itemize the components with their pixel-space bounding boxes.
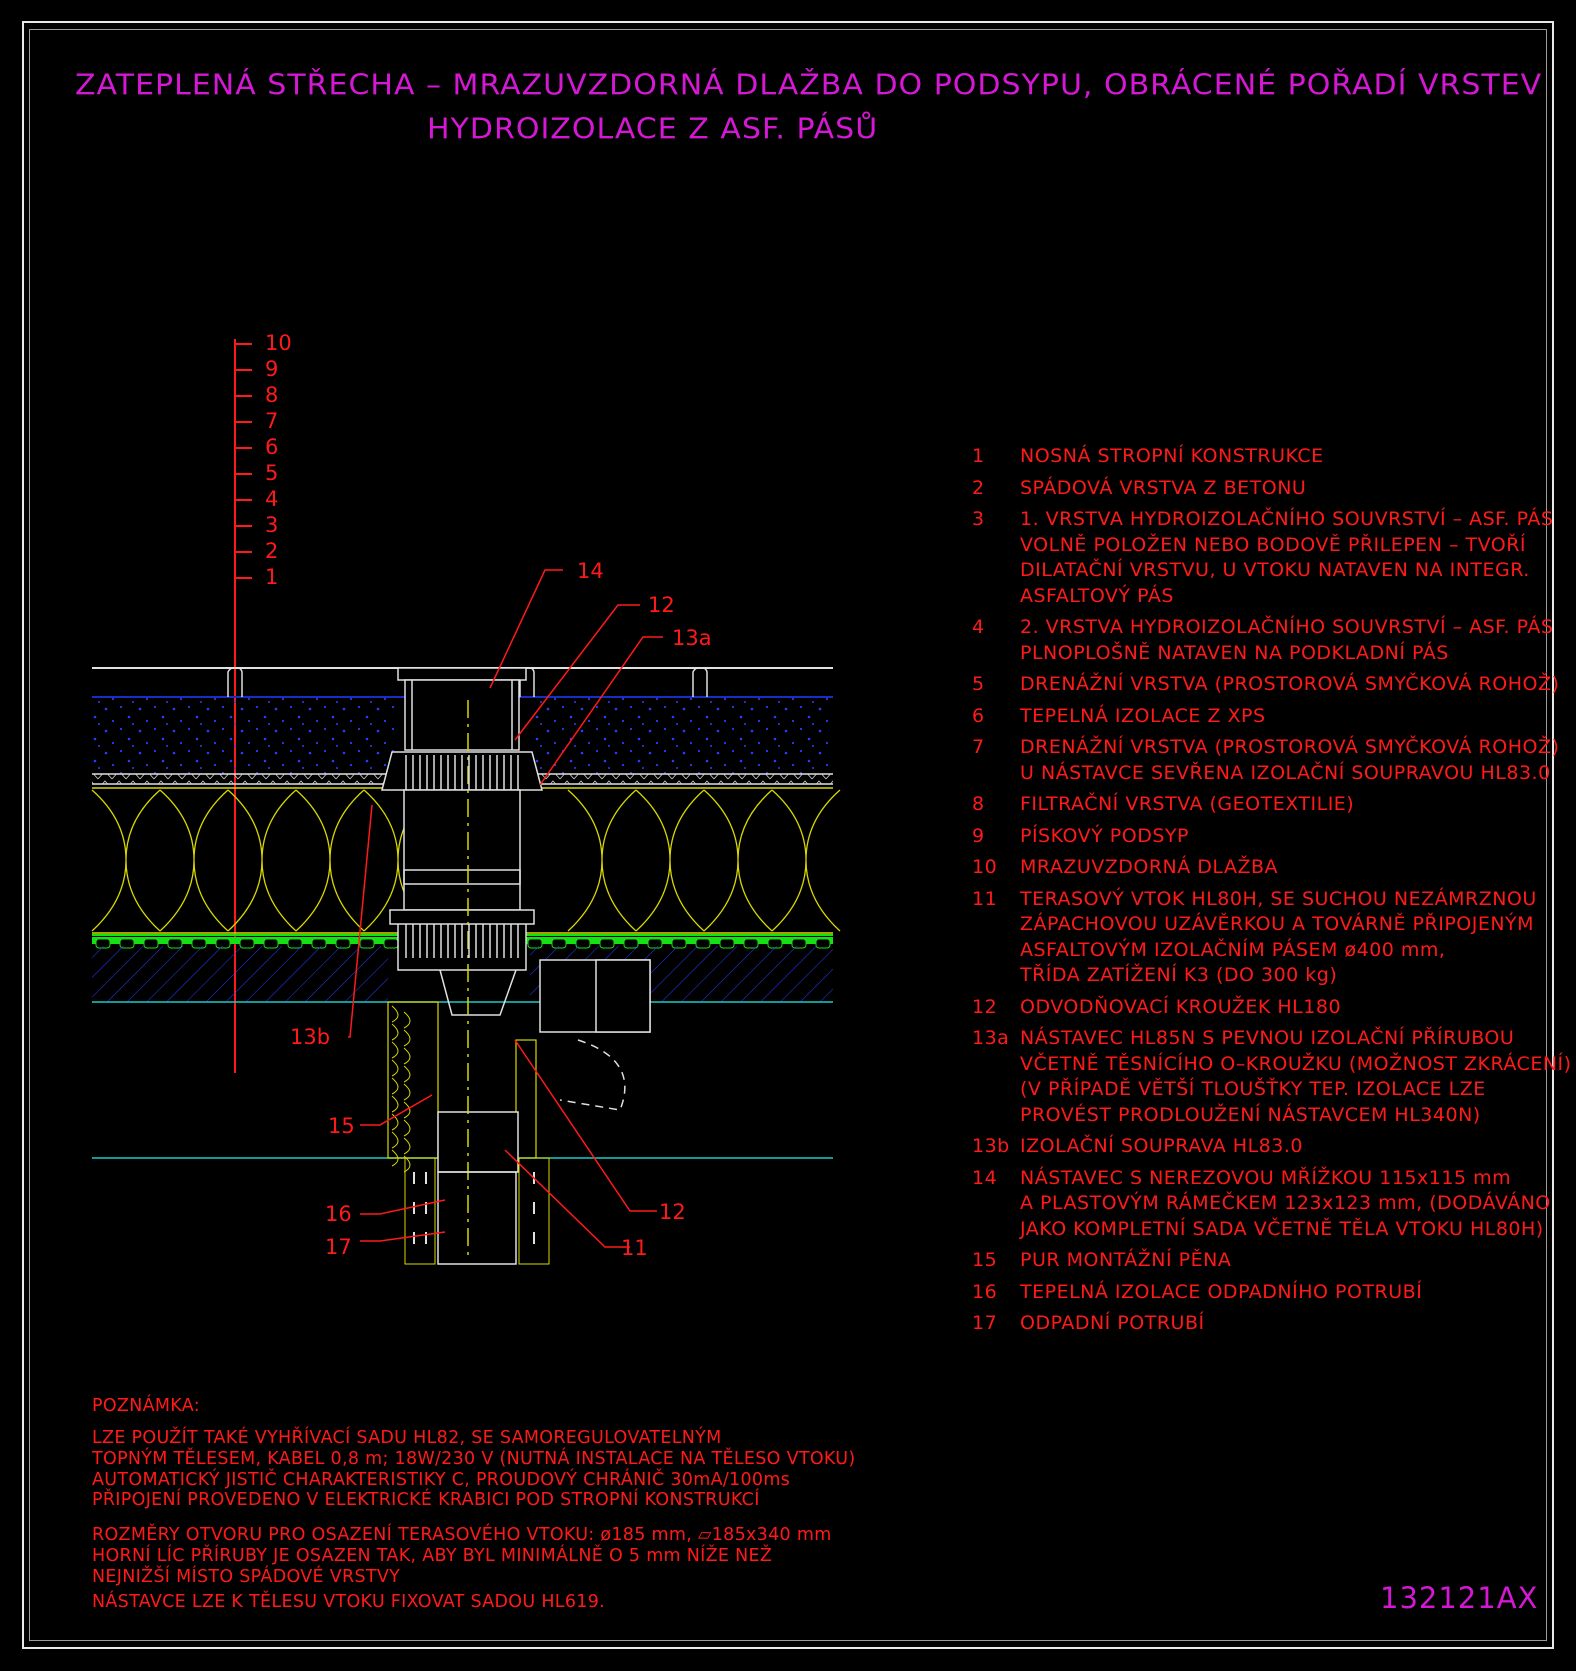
xps-loop [296,790,364,931]
legend-number: 16 [972,1280,998,1303]
legend-number: 2 [972,476,985,499]
foam-hatch [392,1006,410,1028]
scale-label: 10 [265,331,292,355]
callout-13a: 13a [672,626,712,650]
legend-line: DRENÁŽNÍ VRSTVA (PROSTOROVÁ SMYČKOVÁ ROHOŽ) [1020,673,1560,695]
callout-17: 17 [325,1235,352,1259]
xps-loop [568,790,636,931]
foam-hatch [392,1132,410,1154]
legend-line: ASFALTOVÝM IZOLAČNÍM PÁSEM ø400 mm, [1020,938,1446,961]
legend-number: 13b [972,1135,1010,1157]
layer-scale-ticks [235,344,252,578]
legend-line: IZOLAČNÍ SOUPRAVA HL83.0 [1020,1135,1303,1157]
note-line: TOPNÝM TĚLESEM, KABEL 0,8 m; 18W/230 V (NUTNÁ INSTALACE NA TĚLESO VTOKU) [92,1448,856,1469]
note-line: PŘIPOJENÍ PROVEDENO V ELEKTRICKÉ KRABICI POD STROPNÍ KONSTRUKCÍ [92,1490,760,1511]
legend-line: TEPELNÁ IZOLACE ODPADNÍHO POTRUBÍ [1020,1280,1423,1303]
note-heading: POZNÁMKA: [92,1396,200,1416]
legend-number: 12 [972,995,998,1018]
legend-text [1020,792,1354,818]
scale-label: 9 [265,357,279,381]
note-line: HORNÍ LÍC PŘÍRUBY JE OSAZEN TAK, ABY BYL MINIMÁLNĚ O 5 mm NÍŽE NEŽ [92,1545,773,1566]
legend-text [1020,1248,1231,1274]
legend-line: NÁSTAVEC S NEREZOVOU MŘÍŽKOU 115x115 mm [1020,1166,1512,1189]
xps-loop [636,790,704,931]
legend-line: TEPELNÁ IZOLACE Z XPS [1020,704,1266,727]
legend-line: TŘÍDA ZATÍŽENÍ K3 (DO 300 kg) [1020,964,1338,986]
legend-text [1020,887,1537,989]
callout-12-bottom: 12 [659,1200,686,1224]
legend-line: DILATAČNÍ VRSTVU, U VTOKU NATAVEN NA INTEGR. [1020,559,1530,581]
legend-number: 3 [972,508,985,530]
scale-label: 3 [265,513,279,537]
callout-16: 16 [325,1202,352,1226]
legend-number: 7 [972,736,985,758]
foam-hatch [392,1096,410,1118]
legend-text [1020,995,1341,1021]
foam-hatch [392,1024,410,1046]
legend-text [1020,1280,1422,1306]
legend-number: 1 [972,445,985,467]
legend-line: U NÁSTAVCE SEVŘENA IZOLAČNÍ SOUPRAVOU HL83.0 [1020,761,1551,784]
legend-line: PLNOPLOŠNĚ NATAVEN NA PODKLADNÍ PÁS [1020,641,1449,664]
legend-line: JAKO KOMPLETNÍ SADA VČETNĚ TĚLA VTOKU HL80H) [1020,1217,1544,1240]
scale-label: 5 [265,461,279,485]
legend-line: TERASOVÝ VTOK HL80H, SE SUCHOU NEZÁMRZNOU [1020,887,1537,910]
note-block-fixing: NÁSTAVCE LZE K TĚLESU VTOKU FIXOVAT SADOU HL619. [92,1592,605,1612]
scale-label: 6 [265,435,279,459]
xps-loop [92,790,160,931]
legend-text [1020,855,1278,881]
legend-line: 2. VRSTVA HYDROIZOLAČNÍHO SOUVRSTVÍ – ASF. PÁS [1020,616,1554,638]
foam-hatch [392,1078,410,1100]
callout-13b: 13b [290,1025,331,1049]
legend-number: 11 [972,887,998,910]
legend-line: FILTRAČNÍ VRSTVA (GEOTEXTILIE) [1020,793,1355,815]
legend-line: A PLASTOVÝM RÁMEČKEM 123x123 mm, (DODÁVÁNO [1020,1192,1551,1214]
foam-hatch [392,1150,410,1172]
callout-15: 15 [328,1114,355,1138]
legend-text [1020,615,1553,666]
legend-text [1020,824,1189,850]
legend-text [1020,507,1553,609]
legend-text [1020,704,1266,730]
scale-label: 7 [265,409,279,433]
callout-12-top: 12 [648,593,675,617]
foam-hatch [392,1060,410,1082]
legend-number: 10 [972,856,998,878]
xps-loop [160,790,228,931]
callout-14: 14 [577,559,604,583]
scale-label: 8 [265,383,279,407]
drawing-title-line2: HYDROIZOLACE Z ASF. PÁSŮ [427,113,879,147]
legend-number: 13a [972,1027,1010,1049]
note-line: AUTOMATICKÝ JISTIČ CHARAKTERISTIKY C, PROUDOVÝ CHRÁNIČ 30mA/100ms [92,1469,791,1490]
legend-line: VČETNĚ TĚSNÍCÍHO O–KROUŽKU (MOŽNOST ZKRÁCENÍ) [1020,1052,1572,1075]
legend-line: NOSNÁ STROPNÍ KONSTRUKCE [1020,445,1324,467]
scale-label: 1 [265,565,279,589]
legend-text [1020,444,1324,470]
legend-line: MRAZUVZDORNÁ DLAŽBA [1020,856,1278,878]
legend-number: 9 [972,824,985,847]
legend-number: 15 [972,1249,998,1271]
legend-line: ASFALTOVÝ PÁS [1020,584,1174,607]
legend-number: 4 [972,616,985,638]
xps-loop [704,790,772,931]
note-block-heating [92,1428,855,1511]
legend-text [1020,476,1306,502]
scale-label: 2 [265,539,279,563]
note-line: LZE POUŽÍT TAKÉ VYHŘÍVACÍ SADU HL82, SE SAMOREGULOVATELNÝM [92,1428,722,1448]
legend-line: 1. VRSTVA HYDROIZOLAČNÍHO SOUVRSTVÍ – ASF. PÁS [1020,508,1554,530]
legend-text [1020,1134,1303,1160]
legend-line: NÁSTAVEC HL85N S PEVNOU IZOLAČNÍ PŘÍRUBOU [1020,1027,1515,1049]
legend-line: VOLNĚ POLOŽEN NEBO BODOVĚ PŘILEPEN – TVOŘÍ [1020,533,1527,556]
xps-loop [772,790,840,931]
note-block-opening [92,1525,832,1587]
legend-line: ZÁPACHOVOU UZÁVĚRKOU A TOVÁRNĚ PŘIPOJENÝM [1020,913,1535,935]
note-line: ROZMĚRY OTVORU PRO OSAZENÍ TERASOVÉHO VTOKU: ø185 mm, ▱185x340 mm [92,1525,832,1545]
scale-label: 4 [265,487,279,511]
legend-text [1020,735,1559,786]
legend-line: (V PŘÍPADĚ VĚTŠÍ TLOUŠŤKY TEP. IZOLACE LZE [1020,1078,1486,1100]
legend-line: ODVODŇOVACÍ KROUŽEK HL180 [1020,995,1342,1018]
legend-text [1020,1166,1551,1243]
legend-text [1020,672,1559,698]
callout-11: 11 [621,1236,648,1260]
waste-pipe [405,1158,549,1264]
foam-hatch [392,1042,410,1064]
xps-loop [228,790,296,931]
legend-line: SPÁDOVÁ VRSTVA Z BETONU [1020,476,1307,499]
legend-number: 6 [972,704,985,727]
legend-line: PROVÉST PRODLOUŽENÍ NÁSTAVCEM HL340N) [1020,1103,1481,1126]
legend-line: PUR MONTÁŽNÍ PĚNA [1020,1249,1232,1271]
legend-line: ODPADNÍ POTRUBÍ [1020,1312,1205,1334]
legend-line: DRENÁŽNÍ VRSTVA (PROSTOROVÁ SMYČKOVÁ ROHOŽ) [1020,736,1560,758]
note-line: NEJNIŽŠÍ MÍSTO SPÁDOVÉ VRSTVY [92,1566,401,1587]
legend-number: 17 [972,1312,998,1334]
legend-number: 14 [972,1166,998,1189]
drawing-number: 132121AX [1380,1581,1539,1615]
legend-number: 5 [972,673,985,695]
legend-line: PÍSKOVÝ PODSYP [1020,824,1189,847]
legend-text [1020,1311,1205,1337]
legend-text [1020,1026,1572,1128]
drawing-title-line1: ZATEPLENÁ STŘECHA – MRAZUVZDORNÁ DLAŽBA DO PODSYPU, OBRÁCENÉ POŘADÍ VRSTEV [75,69,1543,103]
legend-number: 8 [972,793,985,815]
